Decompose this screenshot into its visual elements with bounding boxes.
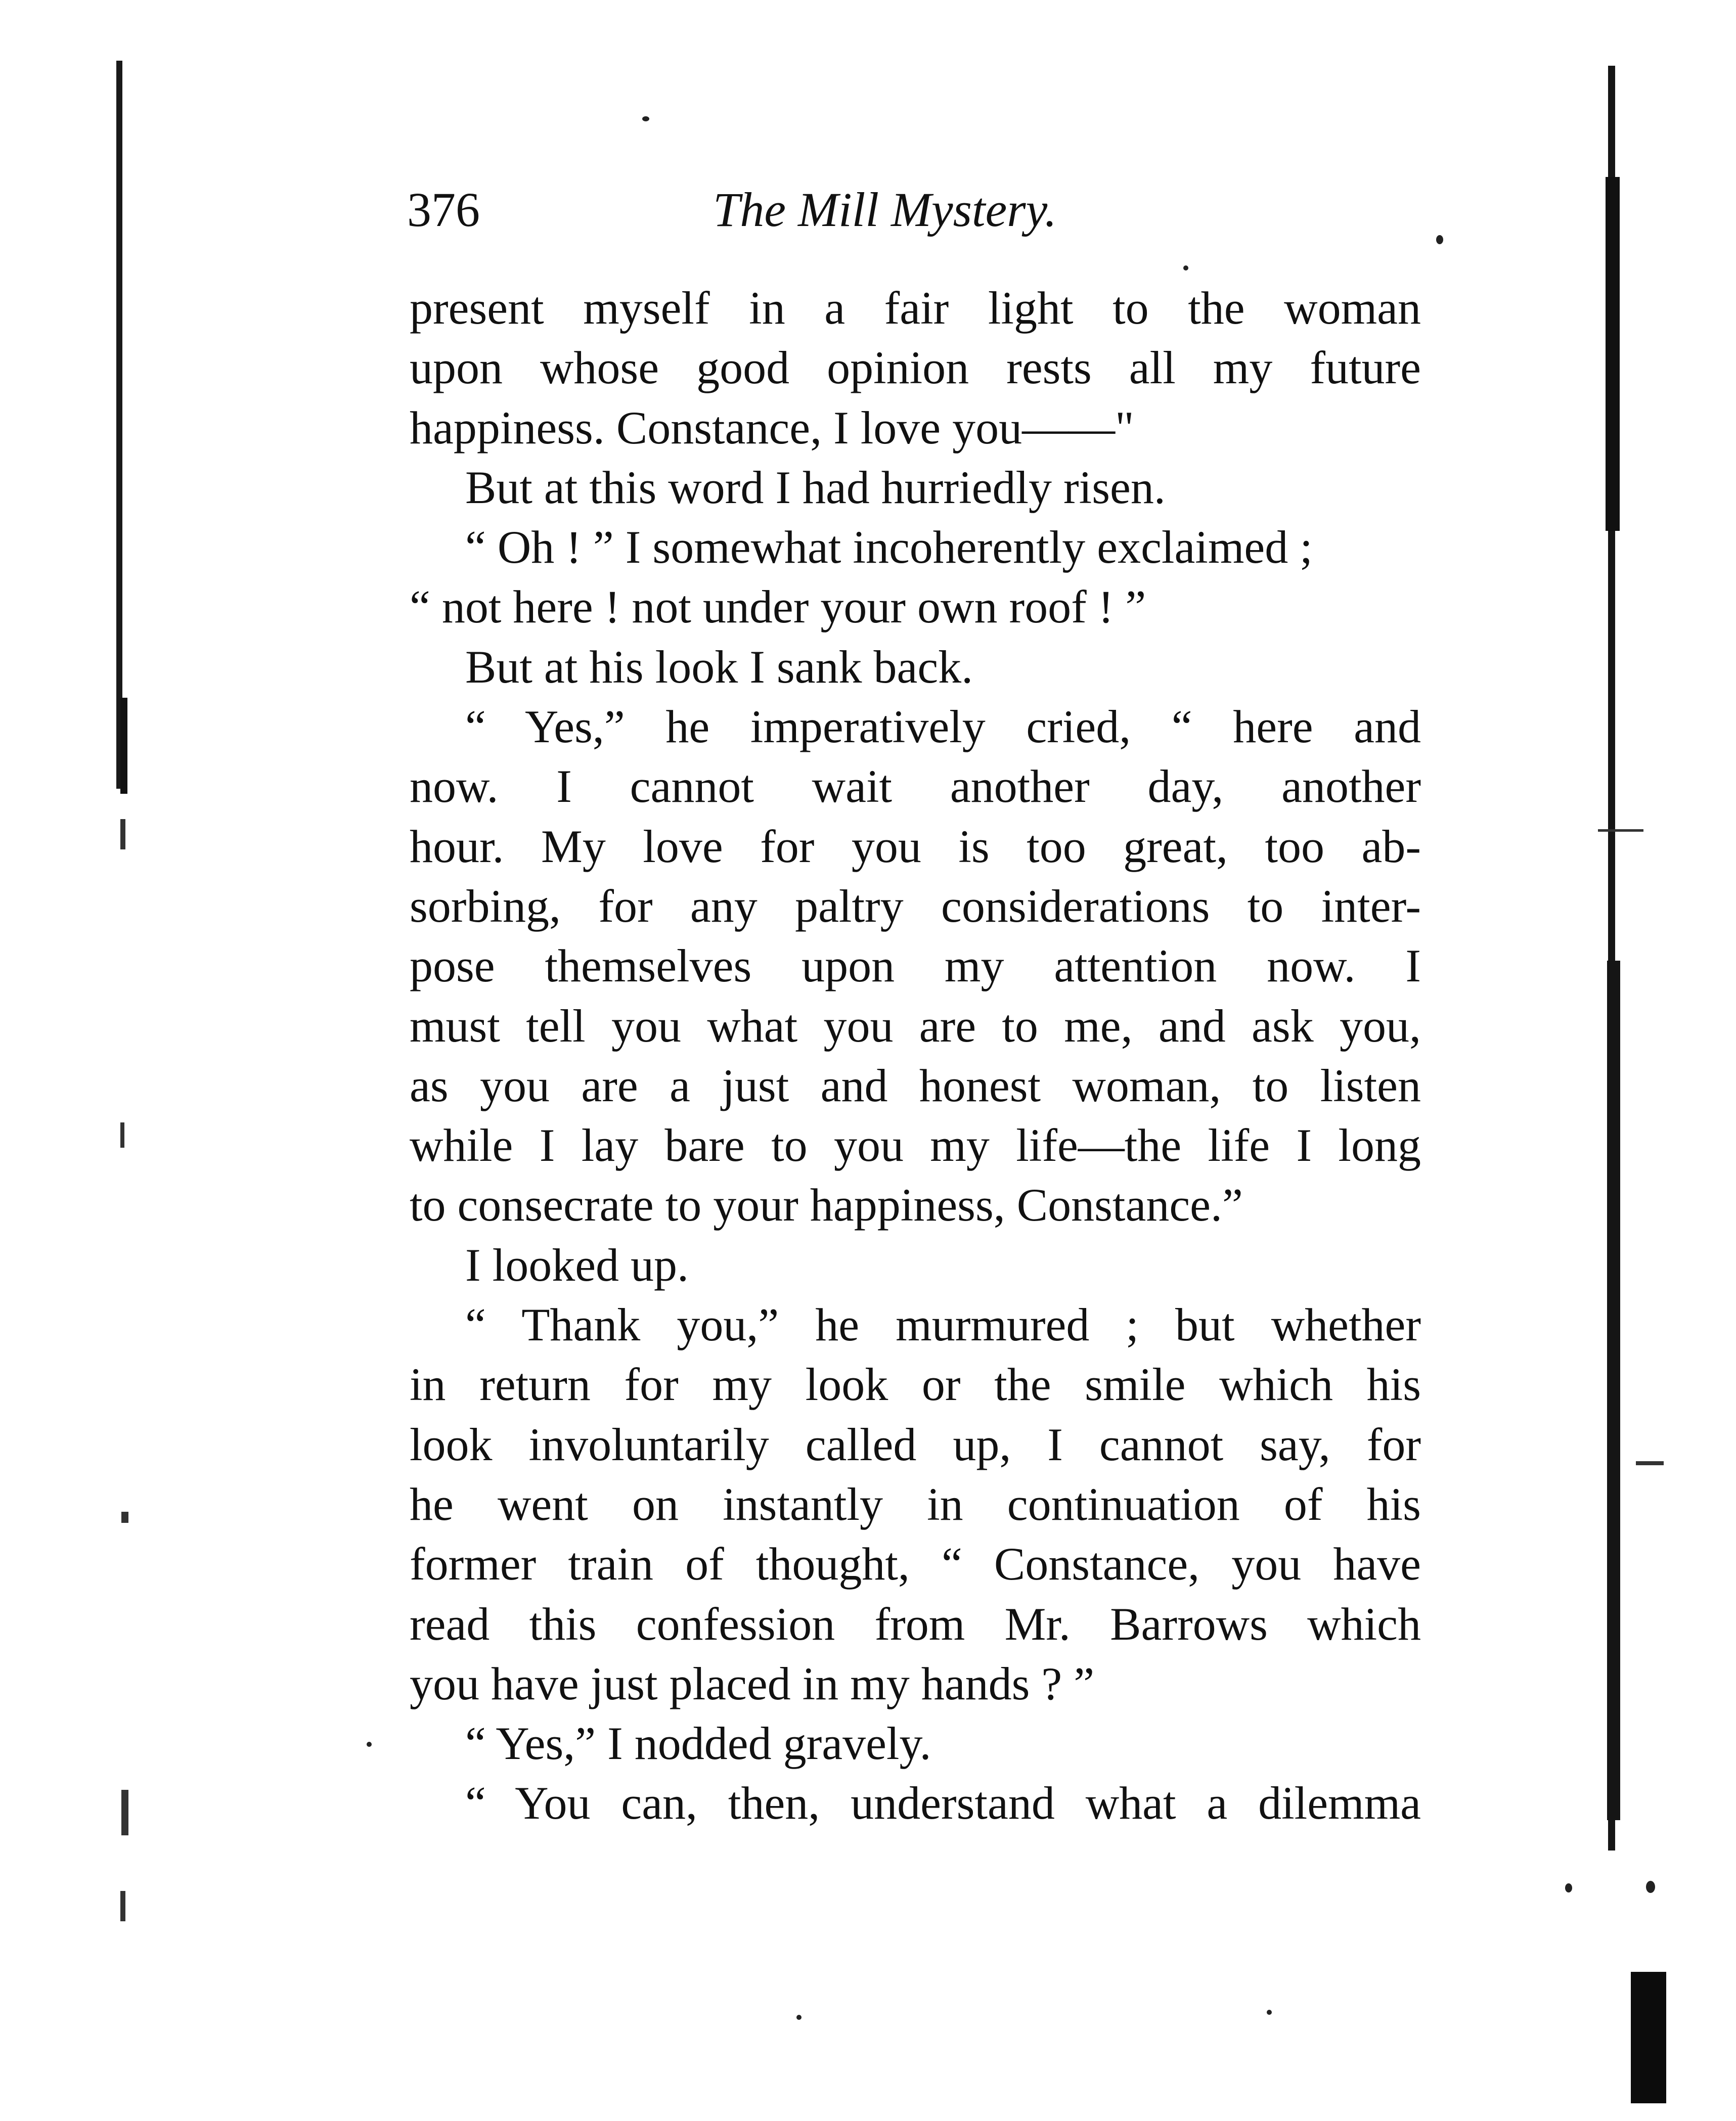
scan-edge-left <box>116 61 122 789</box>
text-line: “ Yes,” I nodded gravely. <box>465 1718 931 1770</box>
text-line: hour. My love for you is too great, too ab- <box>410 820 1421 872</box>
scan-speck <box>121 1512 128 1523</box>
scan-speck <box>796 2015 802 2020</box>
text-line: former train of thought, “ Constance, you have <box>410 1538 1421 1590</box>
scan-edge-left-mark <box>120 698 127 794</box>
scan-speck <box>1436 235 1443 244</box>
scan-speck <box>1598 829 1643 832</box>
scan-speck <box>1646 1881 1655 1893</box>
text-line: “ You can, then, understand what a dilemma <box>465 1777 1421 1829</box>
text-line: to consecrate to your happiness, Constance.” <box>410 1179 1243 1231</box>
scan-edge-right-shadow <box>1606 177 1620 531</box>
body-text <box>410 278 1421 1833</box>
text-line: he went on instantly in continuation of his <box>410 1478 1421 1530</box>
running-title: The Mill Mystery. <box>713 183 1057 237</box>
text-line: in return for my look or the smile which his <box>410 1359 1421 1411</box>
scan-speck <box>1183 265 1188 270</box>
text-line: look involuntarily called up, I cannot say, for <box>410 1418 1421 1470</box>
text-line: while I lay bare to you my life—the life I long <box>410 1119 1421 1171</box>
text-line: “ Thank you,” he murmured ; but whether <box>465 1299 1421 1351</box>
scan-speck <box>120 1891 125 1921</box>
scan-speck <box>367 1742 372 1747</box>
scan-speck <box>120 819 125 849</box>
text-line: as you are a just and honest woman, to listen <box>410 1059 1421 1111</box>
text-line: you have just placed in my hands ? ” <box>410 1657 1095 1709</box>
scan-speck <box>1636 1461 1664 1465</box>
page-number: 376 <box>407 183 480 237</box>
text-line: happiness. Constance, I love you——" <box>410 401 1134 454</box>
scan-edge-right-shadow-lower <box>1607 961 1620 1820</box>
text-line: upon whose good opinion rests all my future <box>410 342 1421 394</box>
scan-speck <box>642 116 649 121</box>
text-line: pose themselves upon my attention now. I <box>410 940 1421 992</box>
text-line: “ Oh ! ” I somewhat incoherently exclaimed ; <box>465 521 1313 573</box>
text-line: now. I cannot wait another day, another <box>410 760 1421 813</box>
text-line: But at this word I had hurriedly risen. <box>465 461 1166 513</box>
text-line: sorbing, for any paltry considerations to inter- <box>410 880 1421 932</box>
text-line: read this confession from Mr. Barrows which <box>410 1598 1421 1650</box>
scan-corner-shadow <box>1631 1972 1666 2103</box>
text-line: “ not here ! not under your own roof ! ” <box>410 581 1146 633</box>
text-line: “ Yes,” he imperatively cried, “ here and <box>465 701 1421 753</box>
text-line: But at his look I sank back. <box>465 641 973 693</box>
text-line: I looked up. <box>465 1239 689 1291</box>
running-header <box>407 179 1140 240</box>
scan-speck <box>120 1122 124 1148</box>
scan-speck <box>121 1790 128 1835</box>
scan-speck <box>1267 2010 1272 2015</box>
scan-speck <box>1565 1883 1572 1892</box>
text-line: present myself in a fair light to the woman <box>410 282 1421 334</box>
text-line: must tell you what you are to me, and ask you, <box>410 1000 1421 1052</box>
